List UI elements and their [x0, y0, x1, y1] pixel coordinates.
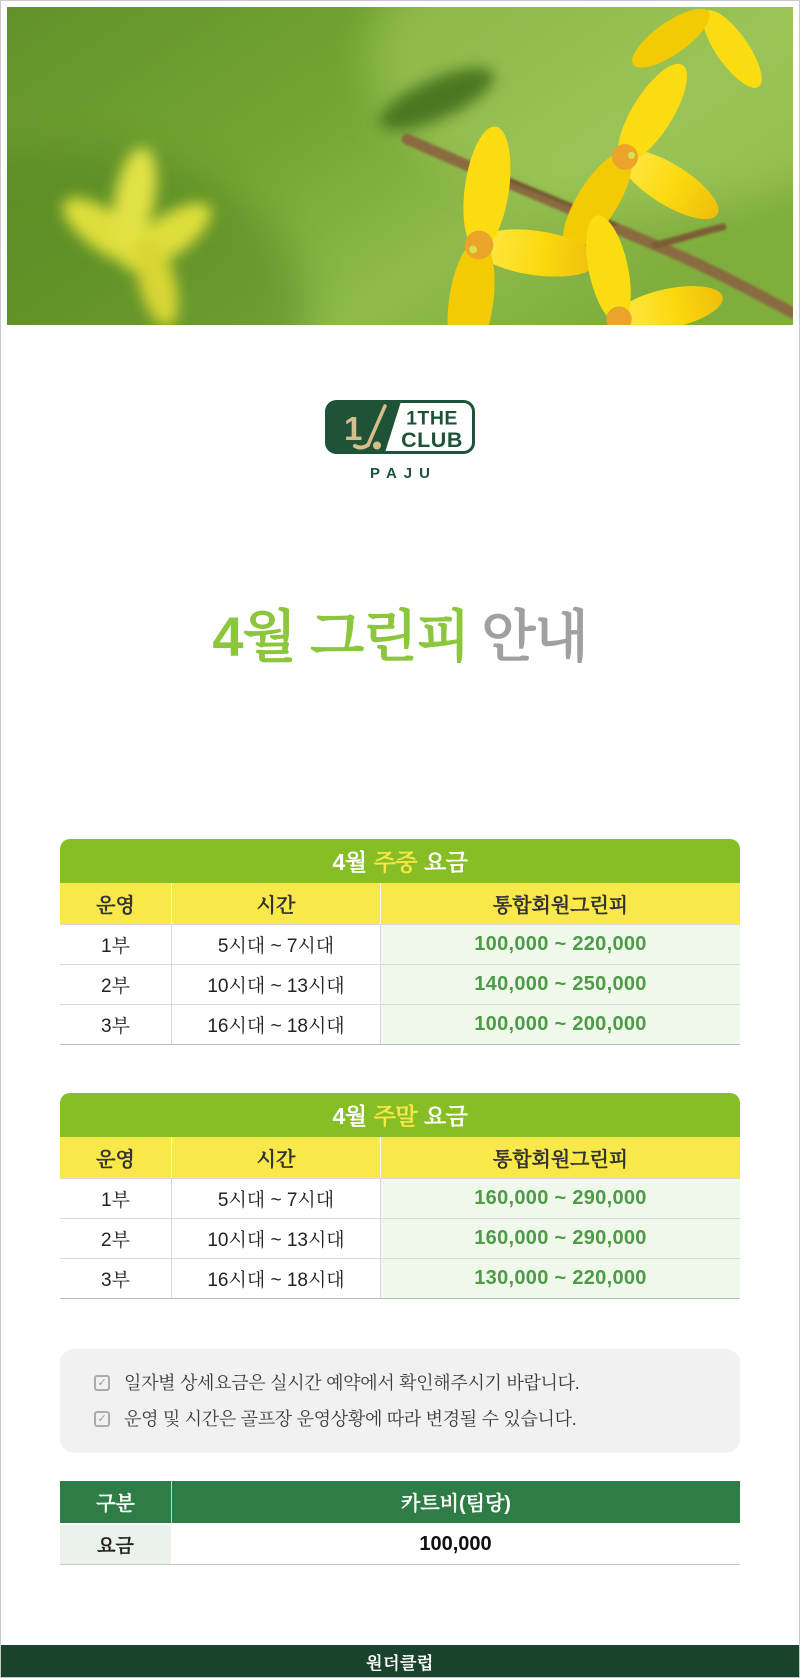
col-header: 운영	[96, 1148, 135, 1171]
logo-location: PAJU	[370, 465, 437, 482]
round-cell: 1부	[101, 1189, 130, 1211]
logo-text-line2: CLUB	[401, 428, 463, 452]
page-title	[212, 601, 587, 674]
table-row	[60, 1259, 740, 1299]
forsythia-photo	[7, 7, 793, 325]
weekday-table-title	[60, 839, 740, 883]
round-cell: 2부	[101, 975, 130, 997]
time-cell: 16시대 ~ 18시대	[171, 1259, 380, 1298]
cart-fee-table	[60, 1481, 740, 1565]
table-title-month: 4월	[332, 849, 367, 876]
price-cell: 160,000 ~ 290,000	[380, 1179, 740, 1218]
price-cell: 100,000 ~ 220,000	[380, 925, 740, 964]
weekend-fee-table	[60, 1093, 740, 1299]
time-cell: 5시대 ~ 7시대	[171, 925, 380, 964]
cart-col-label: 구분	[96, 1493, 135, 1516]
table-title-period: 주중	[373, 849, 417, 876]
cart-table-header	[60, 1481, 740, 1525]
time-cell: 16시대 ~ 18시대	[171, 1005, 380, 1044]
notice-item	[94, 1407, 706, 1431]
col-header: 통합회원그린피	[380, 1137, 740, 1178]
table-row	[60, 925, 740, 965]
time-cell: 10시대 ~ 13시대	[171, 965, 380, 1004]
weekday-fee-table	[60, 839, 740, 1045]
table-title-period: 주말	[373, 1103, 417, 1130]
column-header-row	[60, 1137, 740, 1179]
table-title-word: 요금	[424, 1103, 468, 1130]
table-title-month: 4월	[332, 1103, 367, 1130]
checkbox-icon: ✓	[94, 1375, 110, 1391]
col-header: 운영	[96, 894, 135, 917]
column-header-row	[60, 883, 740, 925]
weekend-table-title	[60, 1093, 740, 1137]
cart-row-value: 100,000	[171, 1525, 740, 1564]
col-header: 통합회원그린피	[380, 883, 740, 924]
notice-box	[60, 1349, 740, 1453]
table-title-word: 요금	[424, 849, 468, 876]
footer-brand: 원더클럽	[366, 1653, 434, 1673]
round-cell: 1부	[101, 935, 130, 957]
footer-brand-bar	[1, 1645, 799, 1677]
table-row	[60, 1219, 740, 1259]
time-cell: 10시대 ~ 13시대	[171, 1219, 380, 1258]
notice-text: 운영 및 시간은 골프장 운영상황에 따라 변경될 수 있습니다.	[124, 1408, 577, 1429]
notice-item	[94, 1371, 706, 1395]
price-cell: 160,000 ~ 290,000	[380, 1219, 740, 1258]
logo-numeral: 1	[344, 410, 363, 447]
logo-text-line1: 1THE	[406, 407, 458, 430]
table-row	[60, 1005, 740, 1045]
one-the-club-logo	[325, 400, 475, 454]
cart-table-row	[60, 1525, 740, 1565]
cart-col-value: 카트비(팀당)	[171, 1481, 740, 1523]
cart-row-label: 요금	[60, 1525, 171, 1564]
round-cell: 3부	[101, 1015, 130, 1037]
price-cell: 100,000 ~ 200,000	[380, 1005, 740, 1044]
col-header: 시간	[171, 883, 380, 924]
table-row	[60, 1179, 740, 1219]
hero-image	[7, 7, 793, 325]
table-row	[60, 965, 740, 1005]
notice-text: 일자별 상세요금은 실시간 예약에서 확인해주시기 바랍니다.	[124, 1372, 580, 1393]
round-cell: 3부	[101, 1269, 130, 1291]
page-title-normal: 안내	[481, 605, 588, 668]
time-cell: 5시대 ~ 7시대	[171, 1179, 380, 1218]
page-title-highlight: 4월 그린피	[212, 605, 470, 668]
price-cell: 140,000 ~ 250,000	[380, 965, 740, 1004]
price-cell: 130,000 ~ 220,000	[380, 1259, 740, 1298]
round-cell: 2부	[101, 1229, 130, 1251]
checkbox-icon: ✓	[94, 1411, 110, 1427]
club-logo	[325, 400, 475, 483]
col-header: 시간	[171, 1137, 380, 1178]
